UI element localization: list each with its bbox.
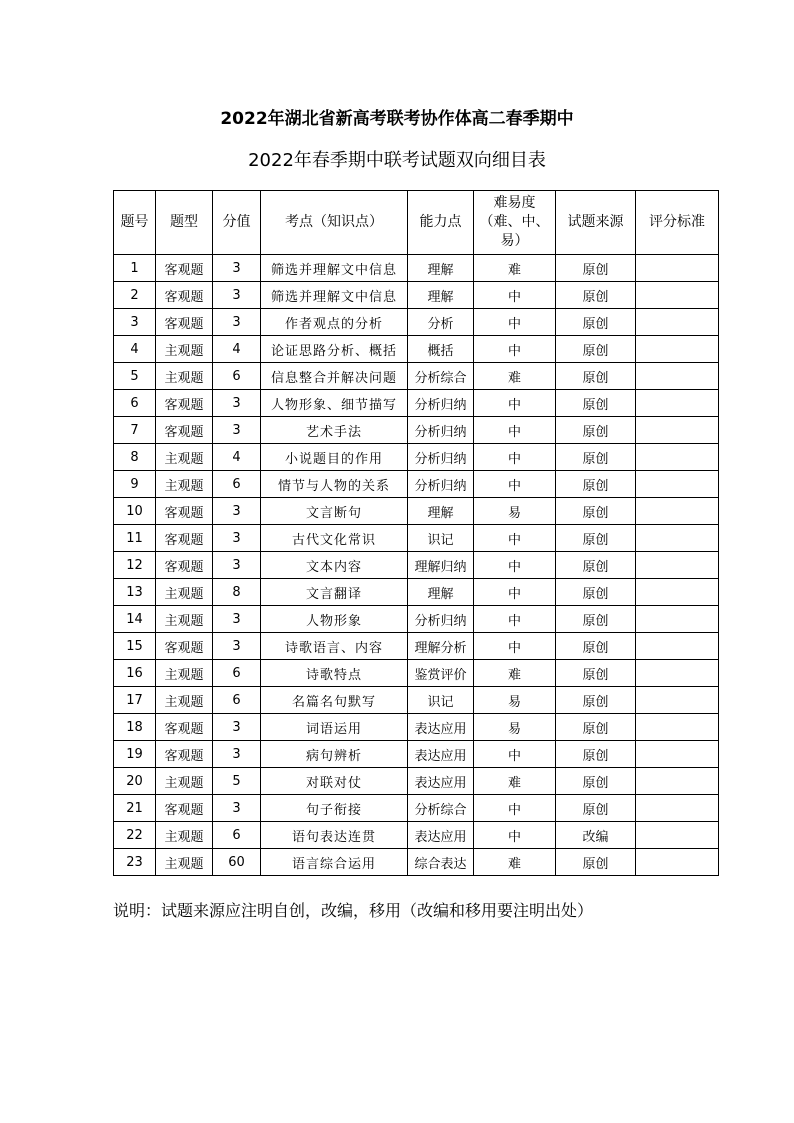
table-row xyxy=(114,579,719,606)
cell-knowledge-point: 文本内容 xyxy=(261,552,408,579)
cell-score: 3 xyxy=(213,795,261,822)
cell-knowledge-point: 文言翻译 xyxy=(261,579,408,606)
cell-source: 改编 xyxy=(556,822,636,849)
cell-source: 原创 xyxy=(556,417,636,444)
cell-scoring-standard xyxy=(636,309,719,336)
cell-type: 主观题 xyxy=(156,363,213,390)
table-row xyxy=(114,687,719,714)
cell-difficulty: 中 xyxy=(474,282,556,309)
cell-type: 客观题 xyxy=(156,525,213,552)
cell-knowledge-point: 诗歌语言、内容 xyxy=(261,633,408,660)
cell-score: 3 xyxy=(213,714,261,741)
cell-number: 22 xyxy=(114,822,156,849)
cell-score: 3 xyxy=(213,309,261,336)
cell-number: 11 xyxy=(114,525,156,552)
table-row xyxy=(114,849,719,876)
cell-score: 3 xyxy=(213,552,261,579)
table-row xyxy=(114,633,719,660)
header-scoring-standard: 评分标准 xyxy=(636,191,719,255)
cell-difficulty: 难 xyxy=(474,660,556,687)
cell-ability: 分析归纳 xyxy=(408,417,474,444)
cell-scoring-standard xyxy=(636,741,719,768)
cell-scoring-standard xyxy=(636,444,719,471)
cell-knowledge-point: 人物形象、细节描写 xyxy=(261,390,408,417)
cell-scoring-standard xyxy=(636,417,719,444)
cell-number: 12 xyxy=(114,552,156,579)
detail-table xyxy=(113,190,719,876)
cell-type: 客观题 xyxy=(156,633,213,660)
cell-type: 客观题 xyxy=(156,390,213,417)
cell-score: 3 xyxy=(213,741,261,768)
cell-source: 原创 xyxy=(556,444,636,471)
table-row xyxy=(114,714,719,741)
cell-type: 客观题 xyxy=(156,255,213,282)
cell-source: 原创 xyxy=(556,471,636,498)
cell-ability: 理解分析 xyxy=(408,633,474,660)
cell-knowledge-point: 诗歌特点 xyxy=(261,660,408,687)
cell-type: 主观题 xyxy=(156,444,213,471)
cell-ability: 理解 xyxy=(408,579,474,606)
cell-knowledge-point: 文言断句 xyxy=(261,498,408,525)
cell-source: 原创 xyxy=(556,633,636,660)
cell-ability: 理解 xyxy=(408,282,474,309)
cell-scoring-standard xyxy=(636,687,719,714)
cell-ability: 分析 xyxy=(408,309,474,336)
table-row xyxy=(114,336,719,363)
cell-difficulty: 中 xyxy=(474,336,556,363)
cell-number: 19 xyxy=(114,741,156,768)
cell-ability: 鉴赏评价 xyxy=(408,660,474,687)
cell-scoring-standard xyxy=(636,336,719,363)
cell-ability: 理解归纳 xyxy=(408,552,474,579)
cell-difficulty: 中 xyxy=(474,417,556,444)
table-row xyxy=(114,417,719,444)
cell-source: 原创 xyxy=(556,606,636,633)
cell-source: 原创 xyxy=(556,849,636,876)
cell-difficulty: 中 xyxy=(474,579,556,606)
table-row xyxy=(114,552,719,579)
cell-knowledge-point: 小说题目的作用 xyxy=(261,444,408,471)
cell-score: 6 xyxy=(213,471,261,498)
cell-source: 原创 xyxy=(556,552,636,579)
cell-knowledge-point: 人物形象 xyxy=(261,606,408,633)
cell-ability: 分析归纳 xyxy=(408,390,474,417)
cell-type: 客观题 xyxy=(156,552,213,579)
cell-number: 15 xyxy=(114,633,156,660)
cell-number: 6 xyxy=(114,390,156,417)
cell-scoring-standard xyxy=(636,525,719,552)
table-row xyxy=(114,363,719,390)
table-row xyxy=(114,525,719,552)
cell-ability: 表达应用 xyxy=(408,768,474,795)
cell-source: 原创 xyxy=(556,714,636,741)
cell-type: 主观题 xyxy=(156,579,213,606)
cell-scoring-standard xyxy=(636,606,719,633)
header-ability: 能力点 xyxy=(408,191,474,255)
header-difficulty: 难易度（难、中、易） xyxy=(474,191,556,255)
cell-knowledge-point: 作者观点的分析 xyxy=(261,309,408,336)
cell-score: 3 xyxy=(213,606,261,633)
cell-knowledge-point: 名篇名句默写 xyxy=(261,687,408,714)
cell-source: 原创 xyxy=(556,282,636,309)
cell-type: 客观题 xyxy=(156,417,213,444)
cell-score: 6 xyxy=(213,660,261,687)
cell-score: 3 xyxy=(213,417,261,444)
cell-ability: 概括 xyxy=(408,336,474,363)
document-subtitle: 2022年春季期中联考试题双向细目表 xyxy=(248,150,546,171)
cell-difficulty: 中 xyxy=(474,552,556,579)
cell-ability: 分析综合 xyxy=(408,363,474,390)
cell-score: 3 xyxy=(213,498,261,525)
cell-ability: 分析归纳 xyxy=(408,606,474,633)
cell-number: 10 xyxy=(114,498,156,525)
cell-source: 原创 xyxy=(556,525,636,552)
cell-difficulty: 中 xyxy=(474,390,556,417)
cell-type: 客观题 xyxy=(156,498,213,525)
table-row xyxy=(114,741,719,768)
cell-scoring-standard xyxy=(636,255,719,282)
cell-difficulty: 中 xyxy=(474,741,556,768)
cell-ability: 理解 xyxy=(408,255,474,282)
cell-difficulty: 中 xyxy=(474,822,556,849)
cell-number: 13 xyxy=(114,579,156,606)
cell-scoring-standard xyxy=(636,822,719,849)
cell-source: 原创 xyxy=(556,768,636,795)
cell-score: 3 xyxy=(213,255,261,282)
cell-ability: 识记 xyxy=(408,687,474,714)
cell-scoring-standard xyxy=(636,714,719,741)
cell-difficulty: 易 xyxy=(474,498,556,525)
cell-difficulty: 难 xyxy=(474,768,556,795)
table-row xyxy=(114,444,719,471)
cell-score: 3 xyxy=(213,282,261,309)
cell-type: 主观题 xyxy=(156,471,213,498)
cell-ability: 表达应用 xyxy=(408,714,474,741)
cell-scoring-standard xyxy=(636,633,719,660)
cell-scoring-standard xyxy=(636,363,719,390)
cell-type: 主观题 xyxy=(156,849,213,876)
cell-source: 原创 xyxy=(556,687,636,714)
table-row xyxy=(114,606,719,633)
table-row xyxy=(114,498,719,525)
cell-number: 4 xyxy=(114,336,156,363)
cell-difficulty: 易 xyxy=(474,714,556,741)
cell-score: 6 xyxy=(213,687,261,714)
cell-score: 4 xyxy=(213,444,261,471)
cell-difficulty: 易 xyxy=(474,687,556,714)
cell-source: 原创 xyxy=(556,309,636,336)
cell-scoring-standard xyxy=(636,849,719,876)
cell-ability: 综合表达 xyxy=(408,849,474,876)
header-source: 试题来源 xyxy=(556,191,636,255)
cell-ability: 分析归纳 xyxy=(408,444,474,471)
table-row xyxy=(114,768,719,795)
cell-type: 主观题 xyxy=(156,336,213,363)
table-header-row xyxy=(114,191,719,255)
cell-difficulty: 中 xyxy=(474,471,556,498)
cell-score: 3 xyxy=(213,390,261,417)
cell-ability: 表达应用 xyxy=(408,741,474,768)
cell-number: 20 xyxy=(114,768,156,795)
cell-scoring-standard xyxy=(636,390,719,417)
cell-knowledge-point: 论证思路分析、概括 xyxy=(261,336,408,363)
cell-number: 14 xyxy=(114,606,156,633)
cell-source: 原创 xyxy=(556,498,636,525)
cell-knowledge-point: 语言综合运用 xyxy=(261,849,408,876)
cell-score: 4 xyxy=(213,336,261,363)
cell-score: 6 xyxy=(213,822,261,849)
cell-scoring-standard xyxy=(636,471,719,498)
cell-source: 原创 xyxy=(556,390,636,417)
cell-knowledge-point: 筛选并理解文中信息 xyxy=(261,282,408,309)
table-row xyxy=(114,390,719,417)
cell-number: 16 xyxy=(114,660,156,687)
cell-scoring-standard xyxy=(636,282,719,309)
cell-type: 主观题 xyxy=(156,687,213,714)
cell-scoring-standard xyxy=(636,660,719,687)
cell-source: 原创 xyxy=(556,741,636,768)
cell-score: 6 xyxy=(213,363,261,390)
cell-type: 客观题 xyxy=(156,714,213,741)
cell-source: 原创 xyxy=(556,336,636,363)
cell-difficulty: 难 xyxy=(474,363,556,390)
cell-knowledge-point: 艺术手法 xyxy=(261,417,408,444)
cell-type: 客观题 xyxy=(156,282,213,309)
cell-scoring-standard xyxy=(636,579,719,606)
cell-score: 3 xyxy=(213,633,261,660)
table-row xyxy=(114,660,719,687)
cell-knowledge-point: 信息整合并解决问题 xyxy=(261,363,408,390)
table-row xyxy=(114,255,719,282)
cell-score: 60 xyxy=(213,849,261,876)
header-question-type: 题型 xyxy=(156,191,213,255)
cell-scoring-standard xyxy=(636,795,719,822)
header-score: 分值 xyxy=(213,191,261,255)
table-row xyxy=(114,309,719,336)
cell-score: 5 xyxy=(213,768,261,795)
table-row xyxy=(114,822,719,849)
cell-number: 1 xyxy=(114,255,156,282)
cell-ability: 表达应用 xyxy=(408,822,474,849)
cell-knowledge-point: 句子衔接 xyxy=(261,795,408,822)
cell-source: 原创 xyxy=(556,660,636,687)
cell-type: 客观题 xyxy=(156,309,213,336)
cell-ability: 分析归纳 xyxy=(408,471,474,498)
cell-number: 18 xyxy=(114,714,156,741)
cell-ability: 识记 xyxy=(408,525,474,552)
cell-score: 8 xyxy=(213,579,261,606)
cell-difficulty: 中 xyxy=(474,309,556,336)
table-row xyxy=(114,282,719,309)
cell-type: 主观题 xyxy=(156,660,213,687)
cell-knowledge-point: 古代文化常识 xyxy=(261,525,408,552)
table-row xyxy=(114,471,719,498)
cell-scoring-standard xyxy=(636,552,719,579)
cell-number: 8 xyxy=(114,444,156,471)
cell-number: 2 xyxy=(114,282,156,309)
cell-difficulty: 中 xyxy=(474,525,556,552)
cell-source: 原创 xyxy=(556,579,636,606)
header-knowledge-point: 考点（知识点） xyxy=(261,191,408,255)
cell-type: 客观题 xyxy=(156,741,213,768)
cell-number: 7 xyxy=(114,417,156,444)
cell-knowledge-point: 情节与人物的关系 xyxy=(261,471,408,498)
cell-type: 主观题 xyxy=(156,822,213,849)
cell-number: 9 xyxy=(114,471,156,498)
cell-type: 客观题 xyxy=(156,795,213,822)
cell-type: 主观题 xyxy=(156,768,213,795)
cell-score: 3 xyxy=(213,525,261,552)
header-question-number: 题号 xyxy=(114,191,156,255)
cell-source: 原创 xyxy=(556,255,636,282)
cell-knowledge-point: 语句表达连贯 xyxy=(261,822,408,849)
cell-number: 3 xyxy=(114,309,156,336)
cell-difficulty: 中 xyxy=(474,606,556,633)
cell-scoring-standard xyxy=(636,768,719,795)
cell-difficulty: 中 xyxy=(474,795,556,822)
cell-ability: 理解 xyxy=(408,498,474,525)
cell-knowledge-point: 词语运用 xyxy=(261,714,408,741)
footnote: 说明：试题来源应注明自创，改编，移用（改编和移用要注明出处） xyxy=(113,901,594,920)
cell-number: 21 xyxy=(114,795,156,822)
cell-difficulty: 中 xyxy=(474,444,556,471)
cell-ability: 分析综合 xyxy=(408,795,474,822)
cell-number: 17 xyxy=(114,687,156,714)
document-title: 2022年湖北省新高考联考协作体高二春季期中 xyxy=(220,109,574,129)
cell-knowledge-point: 筛选并理解文中信息 xyxy=(261,255,408,282)
table-body xyxy=(114,255,719,876)
table-row xyxy=(114,795,719,822)
cell-source: 原创 xyxy=(556,795,636,822)
cell-source: 原创 xyxy=(556,363,636,390)
cell-knowledge-point: 病句辨析 xyxy=(261,741,408,768)
cell-number: 5 xyxy=(114,363,156,390)
cell-number: 23 xyxy=(114,849,156,876)
cell-difficulty: 中 xyxy=(474,633,556,660)
cell-knowledge-point: 对联对仗 xyxy=(261,768,408,795)
cell-type: 主观题 xyxy=(156,606,213,633)
cell-difficulty: 难 xyxy=(474,849,556,876)
cell-scoring-standard xyxy=(636,498,719,525)
cell-difficulty: 难 xyxy=(474,255,556,282)
